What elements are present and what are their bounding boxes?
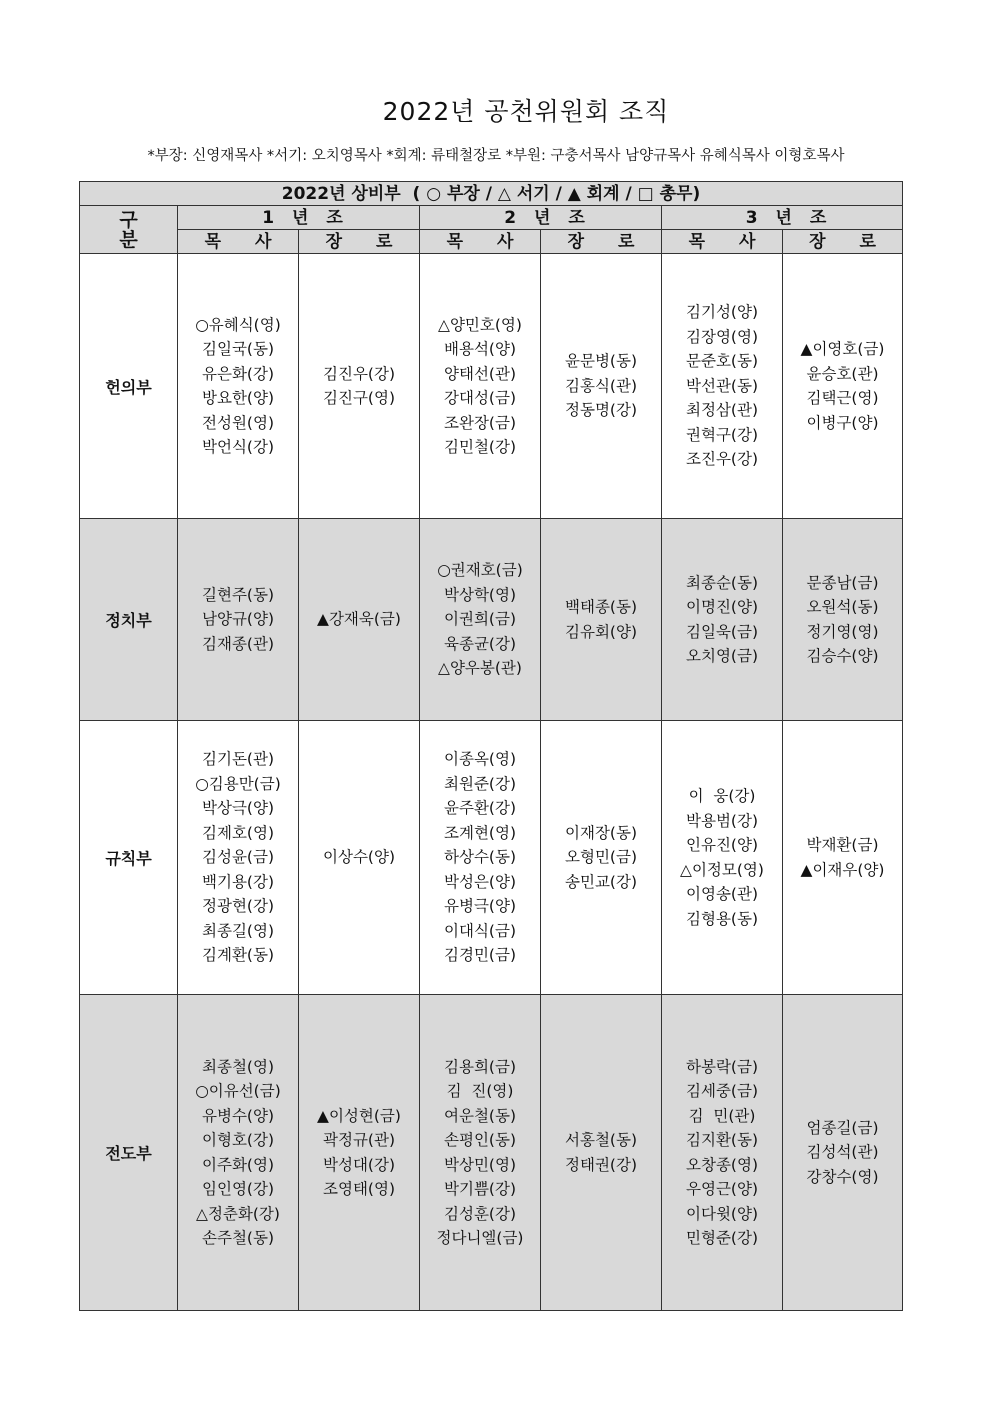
member-name: 김민철(강) xyxy=(444,438,516,456)
member-name: 하봉락(금) xyxy=(686,1057,758,1076)
member-name: 윤문병(동) xyxy=(565,352,637,371)
member-name: 백태종(동) xyxy=(565,598,637,616)
member-name: 조완장(금) xyxy=(444,413,516,432)
member-name: 오원석(동) xyxy=(806,598,879,616)
member-name: 길현주(동) xyxy=(202,585,274,604)
member-name: 이대식(금) xyxy=(444,921,516,940)
member-name: 정광현(강) xyxy=(202,897,274,916)
member-name: 곽정규(관) xyxy=(323,1131,395,1149)
member-name: 이병구(양) xyxy=(806,413,879,432)
member-name: 박상학(영) xyxy=(444,585,516,604)
member-cell xyxy=(420,254,541,519)
member-name: 박기쁨(강) xyxy=(444,1180,516,1198)
member-name: 이주화(영) xyxy=(202,1155,274,1174)
member-name: 최종길(영) xyxy=(202,921,274,940)
member-name: ▲이영호(금) xyxy=(800,340,885,358)
member-name: 유병극(양) xyxy=(444,897,516,916)
member-name: 김 진(영) xyxy=(446,1082,514,1100)
member-name: 정기영(영) xyxy=(806,622,879,641)
member-name: 박선관(동) xyxy=(686,376,758,395)
table-caption: 2022년 상비부 ( ○ 부장 / △ 서기 / ▲ 회계 / □ 총무) xyxy=(80,182,903,206)
member-name: 육종균(강) xyxy=(444,634,516,653)
member-name: 조영태(영) xyxy=(323,1180,395,1198)
member-name: △이정모(영) xyxy=(680,860,764,879)
member-name: 이종옥(영) xyxy=(444,750,516,769)
member-cell xyxy=(178,254,299,519)
member-name: 김계환(동) xyxy=(202,946,274,965)
member-name: 김기성(양) xyxy=(686,303,758,322)
member-name: ○이유선(금) xyxy=(195,1082,281,1100)
member-name: 윤승호(관) xyxy=(806,364,879,383)
member-name: 이영송(관) xyxy=(686,885,758,903)
member-name: 전성원(영) xyxy=(202,413,274,432)
member-name: 유은화(강) xyxy=(202,364,274,383)
member-cell xyxy=(178,519,299,721)
dept-label: 정치부 xyxy=(80,519,178,721)
member-name: 손평인(동) xyxy=(444,1131,516,1149)
member-cell xyxy=(662,254,783,519)
member-name: 김진우(강) xyxy=(323,364,395,383)
member-name: ▲이성현(금) xyxy=(317,1106,401,1125)
member-name: 박재환(금) xyxy=(806,836,879,854)
group-header-2: 2 년 조 xyxy=(420,206,662,230)
member-name: 권혁구(강) xyxy=(686,425,758,444)
member-name: 민형준(강) xyxy=(686,1229,758,1247)
member-cell xyxy=(541,721,662,995)
member-name: ○권재호(금) xyxy=(437,561,523,580)
dept-label: 전도부 xyxy=(80,995,178,1311)
member-name: 김택근(영) xyxy=(806,389,879,407)
member-name: 이 웅(강) xyxy=(688,787,756,805)
member-cell xyxy=(178,721,299,995)
member-name: 김유회(양) xyxy=(565,622,637,641)
member-name: 박상민(영) xyxy=(444,1155,516,1174)
member-name: ○김용만(금) xyxy=(195,774,281,793)
member-cell xyxy=(541,519,662,721)
group-header-row xyxy=(80,206,903,230)
member-name: 최종철(영) xyxy=(202,1057,274,1076)
member-name: 최정삼(관) xyxy=(686,401,758,420)
member-name: 김일욱(금) xyxy=(686,622,758,641)
member-name: 문종남(금) xyxy=(806,573,879,592)
member-name: 정태권(강) xyxy=(565,1155,637,1174)
member-name: 김홍식(관) xyxy=(565,376,637,395)
member-cell xyxy=(662,995,783,1311)
member-name: 이다윗(양) xyxy=(686,1204,758,1223)
role-header: 장 로 xyxy=(783,230,903,254)
member-name: 이권희(금) xyxy=(444,610,516,629)
member-name: 최종순(동) xyxy=(686,573,758,592)
member-name: 김지환(동) xyxy=(686,1131,758,1149)
member-name: 우영근(양) xyxy=(686,1180,758,1198)
member-cell xyxy=(299,995,420,1311)
member-cell xyxy=(783,254,903,519)
member-name: 오형민(금) xyxy=(565,848,637,867)
member-name: 이상수(양) xyxy=(323,848,395,867)
member-name: ▲강재욱(금) xyxy=(317,610,401,629)
member-name: 양태선(관) xyxy=(444,364,516,383)
member-name: 김세중(금) xyxy=(686,1082,758,1100)
member-name: 박성대(강) xyxy=(323,1155,395,1174)
member-cell xyxy=(662,721,783,995)
member-name: 하상수(동) xyxy=(444,848,516,867)
member-name: 김재종(관) xyxy=(202,634,274,653)
member-name: 김 민(관) xyxy=(688,1106,756,1125)
group-header-1: 1 년 조 xyxy=(178,206,420,230)
member-cell xyxy=(541,995,662,1311)
member-name: 김용희(금) xyxy=(444,1057,516,1076)
member-name: △정춘화(강) xyxy=(196,1204,280,1223)
member-name: 김장영(영) xyxy=(686,327,758,346)
gubun-header: 구 분 xyxy=(80,206,178,254)
committee-table xyxy=(79,181,903,1311)
dept-row xyxy=(80,519,903,721)
member-cell xyxy=(299,254,420,519)
member-name: 박상극(양) xyxy=(202,799,274,818)
member-name: 박언식(강) xyxy=(202,438,274,456)
group-header-3: 3 년 조 xyxy=(662,206,903,230)
member-cell xyxy=(420,721,541,995)
member-cell xyxy=(420,995,541,1311)
member-name: 김승수(양) xyxy=(806,647,879,665)
member-cell xyxy=(783,995,903,1311)
role-header: 목 사 xyxy=(662,230,783,254)
member-name: 정동명(강) xyxy=(565,401,637,420)
member-name: 송민교(강) xyxy=(565,872,637,891)
member-name: 조계현(영) xyxy=(444,823,516,842)
member-name: 강창수(영) xyxy=(806,1167,879,1186)
member-name: 유병수(양) xyxy=(202,1106,274,1125)
role-header: 장 로 xyxy=(299,230,420,254)
member-name: △양민호(영) xyxy=(438,315,522,334)
member-name: 이명진(양) xyxy=(686,598,758,616)
member-name: 방요한(양) xyxy=(202,389,274,407)
member-name: 인유진(양) xyxy=(686,836,758,854)
member-name: 조진우(강) xyxy=(686,450,758,469)
caption-row xyxy=(80,182,903,206)
member-name: 여운철(동) xyxy=(444,1106,516,1125)
role-header: 장 로 xyxy=(541,230,662,254)
member-name: 김성훈(강) xyxy=(444,1204,516,1223)
member-name: 박용범(강) xyxy=(686,811,758,830)
member-name: 김기돈(관) xyxy=(202,750,274,769)
page-title: 2022년 공천위원회 조직 xyxy=(382,97,670,126)
member-name: 김제호(영) xyxy=(202,823,274,842)
member-name: 정다니엘(금) xyxy=(436,1229,524,1247)
role-header-row xyxy=(80,230,903,254)
member-name: 엄종길(금) xyxy=(806,1118,879,1137)
role-header: 목 사 xyxy=(420,230,541,254)
member-name: 김일국(동) xyxy=(202,340,274,358)
officers-line: *부장: 신영재목사 *서기: 오치영목사 *회계: 류태철장로 *부원: 구충서목사 남양규목사 유혜식목사 이형호목사 xyxy=(147,148,845,164)
member-name: 오창종(영) xyxy=(686,1155,758,1174)
member-cell xyxy=(420,519,541,721)
member-cell xyxy=(178,995,299,1311)
member-cell xyxy=(783,721,903,995)
dept-label: 헌의부 xyxy=(80,254,178,519)
dept-row xyxy=(80,995,903,1311)
member-name: 김성석(관) xyxy=(806,1143,879,1162)
dept-row xyxy=(80,254,903,519)
member-name: ○유혜식(영) xyxy=(195,315,281,334)
member-name: 김진구(영) xyxy=(323,389,395,407)
member-name: 최원준(강) xyxy=(444,774,516,793)
member-name: 백기용(강) xyxy=(202,872,274,891)
dept-label: 규칙부 xyxy=(80,721,178,995)
member-cell xyxy=(541,254,662,519)
member-name: 윤주환(강) xyxy=(444,799,516,818)
member-name: 김형용(동) xyxy=(686,909,758,928)
member-name: 이재장(동) xyxy=(565,823,637,842)
member-name: 김경민(금) xyxy=(444,946,516,965)
member-cell xyxy=(662,519,783,721)
member-name: 서홍철(동) xyxy=(565,1131,637,1149)
member-name: 강대성(금) xyxy=(444,389,516,407)
member-name: 문준호(동) xyxy=(686,352,758,371)
member-name: 이형호(강) xyxy=(202,1131,274,1149)
member-name: 남양규(양) xyxy=(202,610,274,629)
member-name: 임인영(강) xyxy=(202,1180,274,1198)
dept-row xyxy=(80,721,903,995)
role-header: 목 사 xyxy=(178,230,299,254)
member-name: 박성은(양) xyxy=(444,872,516,891)
member-cell xyxy=(783,519,903,721)
member-name: 배용석(양) xyxy=(444,340,516,358)
member-name: 손주철(동) xyxy=(202,1229,274,1247)
member-cell xyxy=(299,721,420,995)
member-name: 오치영(금) xyxy=(686,647,758,665)
member-name: 김성윤(금) xyxy=(202,848,274,867)
member-name: ▲이재우(양) xyxy=(800,860,885,879)
member-name: △양우봉(관) xyxy=(438,659,522,678)
member-cell xyxy=(299,519,420,721)
